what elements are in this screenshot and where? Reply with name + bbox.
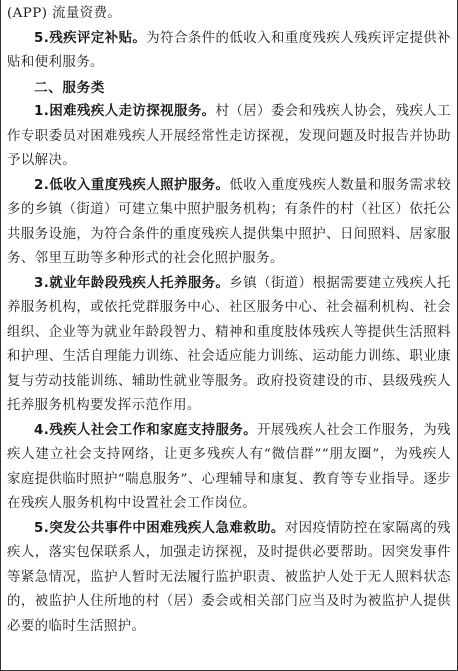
paragraph-body: 低收入重度残疾人数量和服务需求较多的乡镇（街道）可建立集中照护服务机构；有条件的村（社区）依托公共服务设施，为符合条件的重度残疾人提供集中照护、日间照料、居家服务、邻里互助等多种形式的社会化照护服务。 <box>7 177 452 266</box>
intro-text: (APP) 流量资费。 <box>7 6 122 21</box>
service-item-2 <box>7 174 451 272</box>
paragraph-body: 对因疫情防控在家隔离的残疾人，落实包保联系人，加强走访探视，及时提供必要帮助。因突发事件等紧急情况，监护人暂时无法履行监护职责、被监护人处于无人照料状态的，被监护人住所地的村（居）委会或相关部门应当及时为被监护人提供必要的临时生活照护。 <box>7 520 452 634</box>
paragraph-body: 为符合条件的低收入和重度残疾人残疾评定提供补贴和便利服务。 <box>7 30 451 70</box>
paragraph-body: 开展残疾人社会工作服务，为残疾人建立社会支持网络，让更多残疾人有“微信群”“朋友圈”，为残疾人家庭提供临时照护“喘息服务”、心理辅导和康复、教育等专业指导。逐步在残疾人服务机构中设置社会工作岗位。 <box>7 422 451 511</box>
paragraph-title: 5.突发公共事件中困难残疾人急难救助。 <box>34 520 285 536</box>
subsidy-paragraph <box>7 27 451 76</box>
service-item-1 <box>7 100 451 174</box>
paragraph-title: 3.就业年龄段残疾人托养服务。 <box>34 275 230 291</box>
paragraph-title: 5.残疾评定补贴。 <box>34 30 147 46</box>
service-item-3 <box>7 272 451 419</box>
service-item-5 <box>7 517 451 640</box>
intro-line <box>7 2 451 27</box>
paragraph-title: 1.困难残疾人走访探视服务。 <box>34 104 216 119</box>
paragraph-body: 乡镇（街道）根据需要建立残疾人托养服务机构，或依托党群服务中心、社区服务中心、社会福利机构、社会组织、企业等为就业年龄段智力、精神和重度肢体残疾人等提供生活照料和护理、生活自理能力训练、社会适应能力训练、运动能力训练、职业康复与劳动技能训练、辅助性就业等服务。政府投资建设的市、县级残疾人托养服务机构要发挥示范作用。 <box>7 275 452 413</box>
paragraph-body: 村（居）委会和残疾人协会，残疾人工作专职委员对困难残疾人开展经常性走访探视，发现问题及时报告并协助予以解决。 <box>7 104 451 168</box>
service-item-4 <box>7 419 451 517</box>
paragraph-title: 2.低收入重度残疾人照护服务。 <box>34 177 230 193</box>
paragraph-title: 4.残疾人社会工作和家庭支持服务。 <box>34 422 258 438</box>
section-heading: 二、服务类 <box>34 79 105 96</box>
